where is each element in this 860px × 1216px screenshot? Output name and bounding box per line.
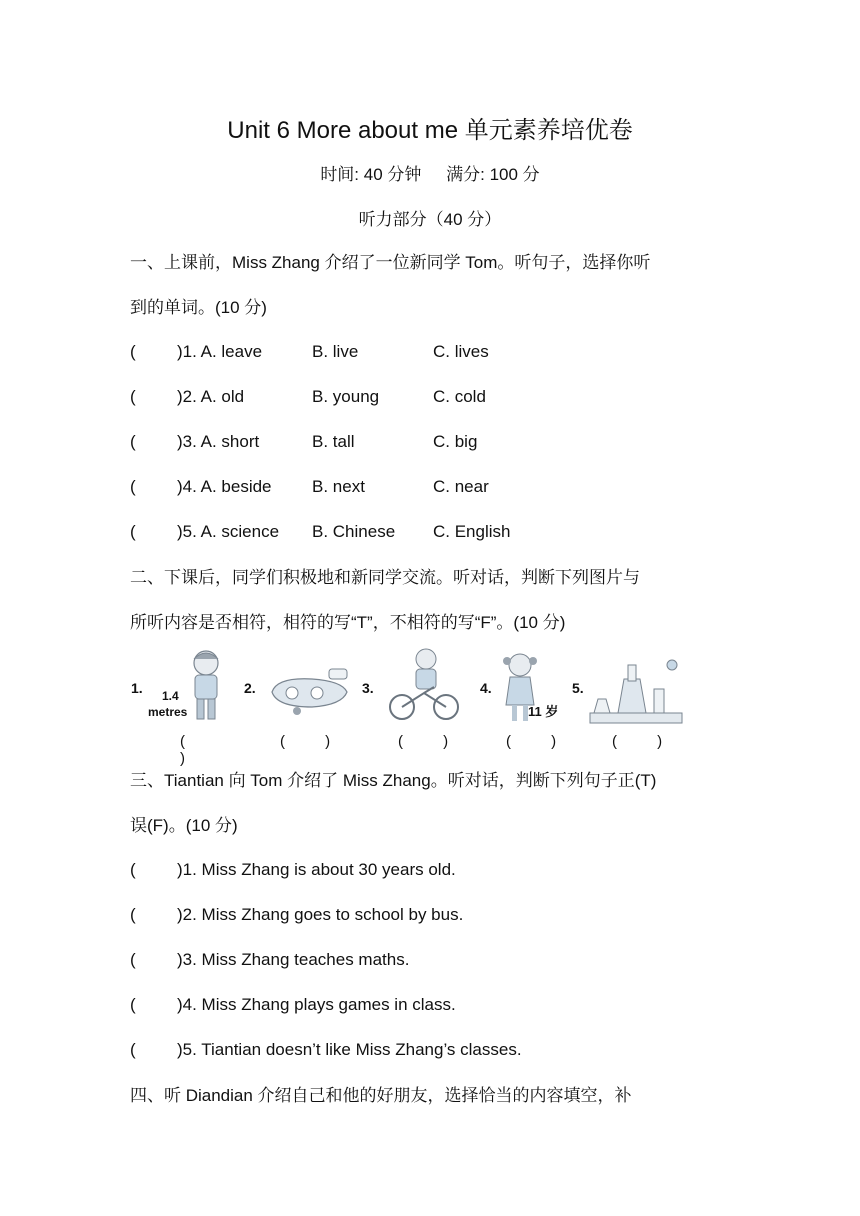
option-a: )2. A. old [177, 387, 245, 406]
section3-question-2 [130, 905, 735, 931]
option-a: )3. A. short [177, 432, 260, 451]
section3-question-3 [130, 950, 735, 976]
option-a: )1. A. leave [177, 342, 263, 361]
section4-instruction-line1: 四、听 Diandian 介绍自己和他的好朋友，选择恰当的内容填空，补 [130, 1086, 632, 1105]
section3-instruction-line1: 三、Tiantian 向 Tom 介绍了 Miss Zhang。听对话，判断下列句子正(T) [130, 771, 657, 790]
picture-number: 5. [572, 680, 584, 696]
option-c: C. big [433, 432, 478, 451]
boy-standing-icon [186, 647, 226, 723]
section1-question-3 [130, 432, 735, 458]
answer-paren[interactable]: ( [130, 522, 136, 541]
section1-instruction-line2: 到的单词。(10 分) [130, 298, 267, 317]
answer-blank[interactable]: ( ) [280, 733, 349, 750]
section2-instruction [130, 555, 735, 645]
page-title: Unit 6 More about me 单元素养培优卷 [227, 117, 633, 144]
section1-instruction-line1: 一、上课前，Miss Zhang 介绍了一位新同学 Tom。听句子，选择你听 [130, 253, 651, 272]
statement-text: )4. Miss Zhang plays games in class. [177, 995, 456, 1014]
option-c: C. near [433, 477, 489, 496]
picture-4 [478, 645, 578, 755]
picture-1 [128, 645, 238, 767]
section3-question-1 [130, 860, 735, 886]
answer-paren[interactable]: ( [130, 995, 136, 1014]
statement-text: )5. Tiantian doesn’t like Miss Zhang’s classes. [177, 1040, 522, 1059]
height-label: 1.4 [162, 689, 179, 703]
option-b: B. Chinese [312, 522, 396, 541]
section3-instruction-line2: 误(F)。(10 分) [130, 816, 238, 835]
listening-part-heading: 听力部分（40 分） [358, 210, 502, 229]
answer-paren[interactable]: ( [130, 905, 136, 924]
statement-text: )1. Miss Zhang is about 30 years old. [177, 860, 456, 879]
answer-blank[interactable]: ( ) [180, 733, 203, 767]
time-limit: 时间: 40 分钟 [320, 165, 422, 184]
section2-instruction-line1: 二、下课后，同学们积极地和新同学交流。听对话，判断下列图片与 [130, 568, 640, 587]
section2-pictures [128, 645, 688, 767]
picture-3 [362, 645, 472, 755]
exam-info [0, 160, 860, 185]
section1-question-4 [130, 477, 735, 503]
picture-number: 4. [480, 680, 492, 696]
section3-instruction [130, 758, 735, 848]
answer-blank[interactable]: ( ) [398, 733, 467, 750]
section2-instruction-line2: 所听内容是否相符，相符的写“T”，不相符的写“F”。(10 分) [130, 613, 566, 632]
option-c: C. lives [433, 342, 489, 361]
picture-5 [572, 645, 688, 755]
section3-question-4 [130, 995, 735, 1021]
option-b: B. young [312, 387, 380, 406]
bus-icon [267, 667, 357, 717]
full-score: 满分: 100 分 [446, 165, 540, 184]
answer-paren[interactable]: ( [130, 387, 136, 406]
option-a: )5. A. science [177, 522, 280, 541]
picture-2 [242, 645, 354, 755]
option-b: B. live [312, 342, 359, 361]
section1-question-2 [130, 387, 735, 413]
picture-number: 2. [244, 680, 256, 696]
option-c: C. cold [433, 387, 486, 406]
age-label: 11 岁 [528, 704, 559, 719]
section3-question-5 [130, 1040, 735, 1066]
boy-on-bike-icon [388, 647, 460, 723]
section1-question-5 [130, 522, 735, 548]
height-unit-label: metres [148, 705, 188, 719]
answer-paren[interactable]: ( [130, 477, 136, 496]
science-lab-icon [588, 659, 684, 725]
option-b: B. tall [312, 432, 355, 451]
answer-paren[interactable]: ( [130, 432, 136, 451]
picture-number: 3. [362, 680, 374, 696]
answer-blank[interactable]: ( ) [506, 733, 575, 750]
answer-blank[interactable]: ( ) [612, 733, 681, 750]
option-b: B. next [312, 477, 365, 496]
statement-text: )3. Miss Zhang teaches maths. [177, 950, 410, 969]
section1-instruction [130, 240, 735, 330]
section4-instruction [130, 1073, 735, 1118]
section1-question-1 [130, 342, 735, 368]
answer-paren[interactable]: ( [130, 950, 136, 969]
answer-paren[interactable]: ( [130, 1040, 136, 1059]
statement-text: )2. Miss Zhang goes to school by bus. [177, 905, 464, 924]
option-c: C. English [433, 522, 511, 541]
picture-number: 1. [131, 680, 143, 696]
option-a: )4. A. beside [177, 477, 272, 496]
answer-paren[interactable]: ( [130, 860, 136, 879]
answer-paren[interactable]: ( [130, 342, 136, 361]
